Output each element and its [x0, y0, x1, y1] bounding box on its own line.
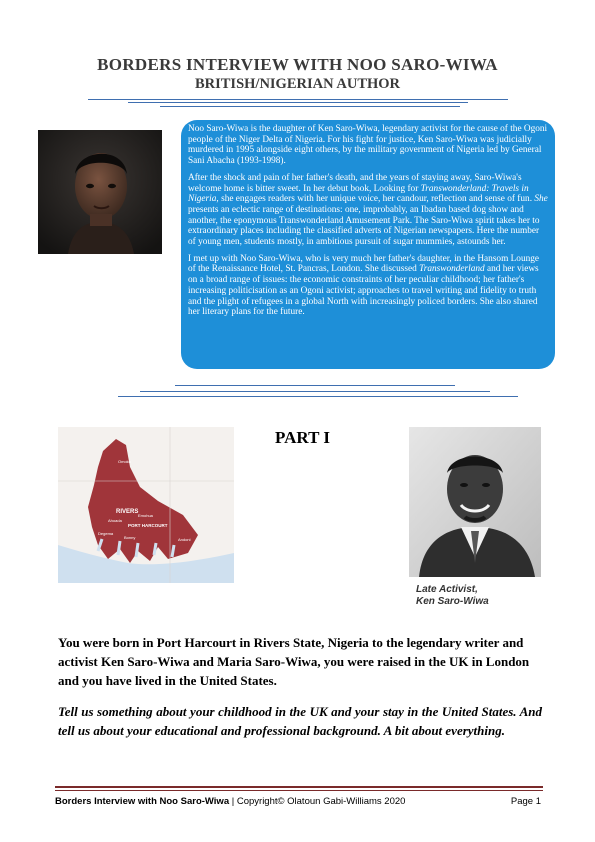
intro-paragraph-3: I met up with Noo Saro-Wiwa, who is very much her father's daughter, in the Hansom Lounge of the Renaissance Hotel, St. Pancras, London. She discussed Transwonderland and her views on a broad range of issues: the economic constraints of her peculiar childhood; her father's increasing politicisation as an Ogoni activist; approaches to travel writing and fidelity to truth and the plight of refugees in a global North with increasingly policed borders. She also shared her literary plans for the future.	[188, 253, 540, 318]
map-town-label: Omoku	[118, 459, 131, 464]
map-town-label: Degema	[98, 531, 114, 536]
section-rule-1	[175, 385, 455, 386]
caption-line-1: Late Activist,	[416, 584, 478, 595]
section-rule-3	[118, 396, 518, 397]
title-rule-3	[160, 106, 460, 107]
footer-copyright: | Copyright© Olatoun Gabi-Williams 2020	[229, 796, 406, 807]
footer-title: Borders Interview with Noo Saro-Wiwa	[55, 796, 230, 807]
question-2: Tell us something about your childhood in the UK and your stay in the United States. And tell us about your educational and professional background. A bit about everything.	[58, 704, 542, 738]
map-label-port-harcourt: PORT HARCOURT	[128, 523, 168, 528]
page-title: BORDERS INTERVIEW WITH NOO SARO-WIWA	[97, 55, 498, 74]
page-footer	[55, 796, 543, 807]
book-title: Transwonderland: Travels in Nigeria	[188, 183, 529, 205]
footer-rule-thin	[55, 790, 543, 791]
map-label-rivers: RIVERS	[116, 509, 139, 515]
activist-photo	[409, 427, 541, 577]
title-rule-2	[128, 102, 468, 103]
part-heading: PART I	[275, 428, 330, 447]
map-town-label: Bonny	[124, 535, 136, 540]
intro-paragraph-2: After the shock and pain of her father's death, and the years of staying away, Saro-Wiwa's welcome home is bitter sweet. In her debut book, Looking for Transwonderland: Travels in Nigeria, she engages readers with her unique voice, her candour, reflection and sense of fun. She presents an eclectic range of destinations: one, improbably, an Ibadan based dog show and another, the eponymous Transwonderland Amusement Park. The Saro-Wiwa spirit takes her to extraordinary places including the classified adverts of Nigerian newspapers. Here the number of young men, students mostly, in ambitious pursuit of sugar mummies, astounds her.	[188, 172, 548, 248]
photo-caption	[416, 584, 489, 608]
intro-paragraph-1: Noo Saro-Wiwa is the daughter of Ken Saro-Wiwa, legendary activist for the cause of the Ogoni people of the Niger Delta of Nigeria. For his fight for justice, Ken Saro-Wiwa was judicially murdered in 1995 alongside eight others, by the military government of Nigeria led by General Sani Abacha (1993-1998).	[188, 124, 548, 167]
map-town-label: Ahoada	[108, 518, 122, 523]
intro-callout	[181, 120, 555, 369]
rivers-state-map	[58, 427, 234, 583]
caption-line-2: Ken Saro-Wiwa	[416, 596, 489, 607]
question-1: You were born in Port Harcourt in Rivers State, Nigeria to the legendary writer and activist Ken Saro-Wiwa and Maria Saro-Wiwa, you were raised in the UK in London and you have lived in the United States.	[58, 635, 530, 688]
section-rule-2	[140, 391, 490, 392]
author-portrait	[38, 130, 162, 254]
map-town-label: Andoni	[178, 537, 191, 542]
page-number: Page 1	[510, 796, 541, 807]
title-rule-1	[88, 99, 508, 100]
map-town-label: Emohua	[138, 513, 153, 518]
book-title-short: Transwonderland	[419, 264, 485, 275]
footer-rule-thick	[55, 786, 543, 788]
page-subtitle: BRITISH/NIGERIAN AUTHOR	[194, 76, 401, 92]
